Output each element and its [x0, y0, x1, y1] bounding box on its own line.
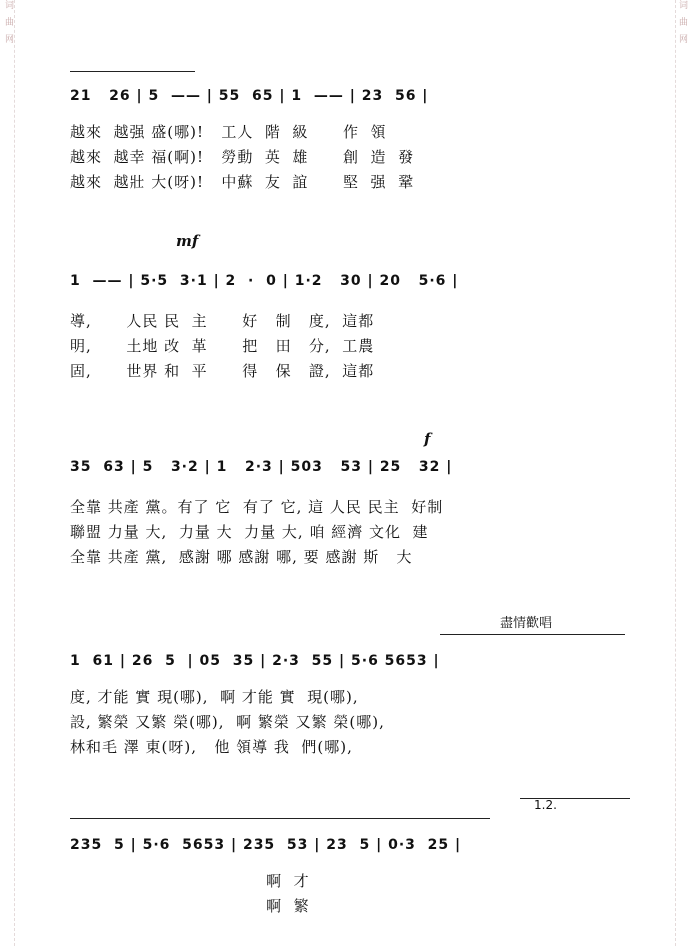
lyric-verse-2: 明, 土地 改 革 把 田 分, 工農	[70, 337, 375, 355]
lyric-verse-3: 越來 越壯 大(呀)! 中蘇 友 誼 堅 强 鞏	[70, 173, 415, 191]
numbered-notation-line: 1 61 | 26 5 | 05 35 | 2·3 55 | 5·6 5653 |	[70, 653, 440, 669]
lyric-verse-2: 聯盟 力量 大, 力量 大 力量 大, 咱 經濟 文化 建	[70, 523, 429, 541]
lyric-verse-1: 全靠 共產 黨。有了 它 有了 它, 這 人民 民主 好制	[70, 498, 444, 516]
lyric-verse-3: 全靠 共產 黨, 感謝 哪 感謝 哪, 要 感謝 斯 大	[70, 548, 413, 566]
volta-ending-label: 1.2.	[534, 798, 557, 812]
numbered-notation-line: 1 —— | 5·5 3·1 | 2 · 0 | 1·2 30 | 20 5·6 |	[70, 273, 459, 289]
expression-marking: 盡情歡唱	[500, 616, 553, 631]
lyric-verse-2: 越來 越幸 福(啊)! 勞動 英 雄 創 造 發	[70, 148, 415, 166]
lyric-verse-3: 林和毛 澤 東(呀), 他 領導 我 們(哪),	[70, 738, 353, 756]
dynamic-marking: f	[424, 430, 431, 448]
numbered-notation-line: 35 63 | 5 3·2 | 1 2·3 | 503 53 | 25 32 |	[70, 459, 453, 475]
lyric-verse-2: 啊 繁	[70, 897, 310, 915]
lyric-verse-2: 設, 繁榮 又繁 榮(哪), 啊 繁榮 又繁 榮(哪),	[70, 713, 385, 731]
lyric-verse-1: 導, 人民 民 主 好 制 度, 這都	[70, 312, 375, 330]
numbered-notation-line: 21 26 | 5 —— | 55 65 | 1 —— | 23 56 |	[70, 88, 429, 104]
lyric-verse-1: 啊 才	[70, 872, 310, 890]
numbered-notation-line: 235 5 | 5·6 5653 | 235 53 | 23 5 | 0·3 25 |	[70, 837, 462, 853]
lyric-verse-3: 固, 世界 和 平 得 保 證, 這都	[70, 362, 375, 380]
watermark-left: 词曲网	[2, 0, 15, 946]
watermark-right: 词曲网	[675, 0, 688, 946]
lyric-verse-1: 度, 才能 實 現(哪), 啊 才能 實 現(哪),	[70, 688, 359, 706]
dynamic-marking: mf	[176, 232, 199, 250]
lyric-verse-1: 越來 越强 盛(哪)! 工人 階 級 作 領	[70, 123, 387, 141]
